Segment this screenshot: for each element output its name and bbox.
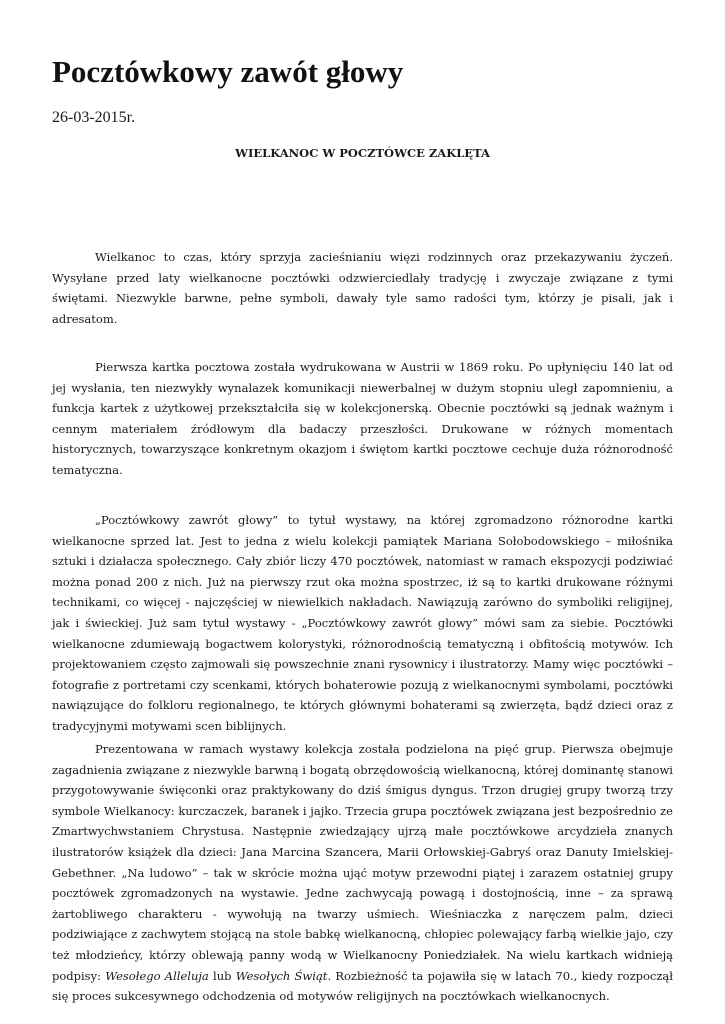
paragraph-collection-groups xyxy=(52,739,673,1007)
paragraph-history: Pierwsza kartka pocztowa została wydrukowana w Austrii w 1869 roku. Po upłynięciu 140 lat od jej wysłania, ten niezwykły wynalazek komunikacji niewerbalnej w dużym stopniu uległ zapomnieniu, a funkcja kartek z użytkowej przekształciła się w kolekcjonerską. Obecnie pocztówki są jednak ważnym i cennym materiałem źródłowym dla badaczy przeszłości. Drukowane w różnych momentach historycznych, towarzyszące konkretnym okazjom i świętom kartki pocztowe cechuje duża różnorodność tematyczna. xyxy=(52,360,673,477)
paragraph-exhibition: „Pocztówkowy zawrót głowy” to tytuł wystawy, na której zgromadzono różnorodne kartki wielkanocne sprzed lat. Jest to jedna z wielu kolekcji pamiątek Mariana Sołobodowskiego – miłośnika sztuki i działacza społecznego. Cały zbiór liczy 470 pocztówek, natomiast w ramach ekspozycji podziwiać można ponad 200 z nich. Już na pierwszy rzut oka można spostrzec, iż są to kartki drukowane różnymi technikami, co więcej - najczęściej w niewielkich nakładach. Nawiązują zarówno do symboliki religijnej, jak i świeckiej. Już sam tytuł wystawy - „Pocztówkowy zawrót głowy” mówi sam za siebie. Pocztówki wielkanocne zdumiewają bogactwem kolorystyki, różnorodnością tematyczną i obfitością motywów. Ich projektowaniem często zajmowali się powszechnie znani rysownicy i ilustratorzy. Mamy więc pocztówki – fotografie z portretami czy scenkami, których bohaterowie pozują z wielkanocnymi symbolami, pocztówki nawiązujące do folkloru regionalnego, te których głównymi bohaterami są zwierzęta, bądź dzieci oraz z tradycyjnymi motywami scen biblijnych. xyxy=(52,513,673,733)
greeting-phrase: Wesołego Alleluja xyxy=(105,968,209,983)
page-title: Pocztówkowy zawót głowy xyxy=(52,54,404,89)
paragraph-text-segment: lub xyxy=(208,968,236,983)
greeting-phrase: Wesołych Świąt xyxy=(235,968,328,983)
article-subtitle: WIELKANOC W POCZTÓWCE ZAKLĘTA xyxy=(235,146,490,160)
paragraph-text-segment: Prezentowana w ramach wystawy kolekcja została podzielona na pięć grup. Pierwsza obejmuje zagadnienia związane z niezwykle barwną i bogatą obrzędowością wielkanocną, której dominantę stanowi przygotowywanie święconki oraz praktykowany do dziś śmigus dyngus. Trzon drugiej grupy tworzą trzy symbole Wielkanocy: kurczaczek, baranek i jajko. Trzecia grupa pocztówek związana jest bezpośrednio ze Zmartwychwstaniem Chrystusa. Następnie zwiedzający ujrzą małe pocztówkowe arcydzieła znanych ilustratorów książek dla dzieci: Jana Marcina Szancera, Marii Orłowskiej-Gabryś oraz Danuty Imielskiej-Gebethner. „Na ludowo” – tak w skrócie można ująć motyw przewodni piątej i zarazem ostatniej grupy pocztówek zgromadzonych na wystawie. Jedne zachwycają powagą i dostojnością, inne – za sprawą żartobliwego charakteru - wywołują na twarzy uśmiech. Wieśniaczka z naręczem palm, dzieci podziwiające z zachwytem stojącą na stole babkę wielkanocną, chłopiec polewający farbą wielkie jajo, czy też młodzieńcy, którzy oblewają panny wodą w Wielkanocny Poniedziałek. Na wielu kartkach widnieją podpisy: xyxy=(52,742,673,983)
article-date: 26-03-2015r. xyxy=(52,109,136,126)
paragraph-intro: Wielkanoc to czas, który sprzyja zacieśnianiu więzi rodzinnych oraz przekazywaniu życzeń. Wysyłane przed laty wielkanocne pocztówki odzwierciedlały tradycję i zwyczaje związane z tymi świętami. Niezwykle barwne, pełne symboli, dawały tyle samo radości tym, którzy je pisali, jak i adresatom. xyxy=(52,250,673,326)
paragraph-text-segment: . Rozbieżność ta pojawiła się w latach 70., kiedy rozpoczął się proces sukcesywnego odchodzenia od motywów religijnych na pocztówkach wielkanocnych. xyxy=(52,968,673,1004)
